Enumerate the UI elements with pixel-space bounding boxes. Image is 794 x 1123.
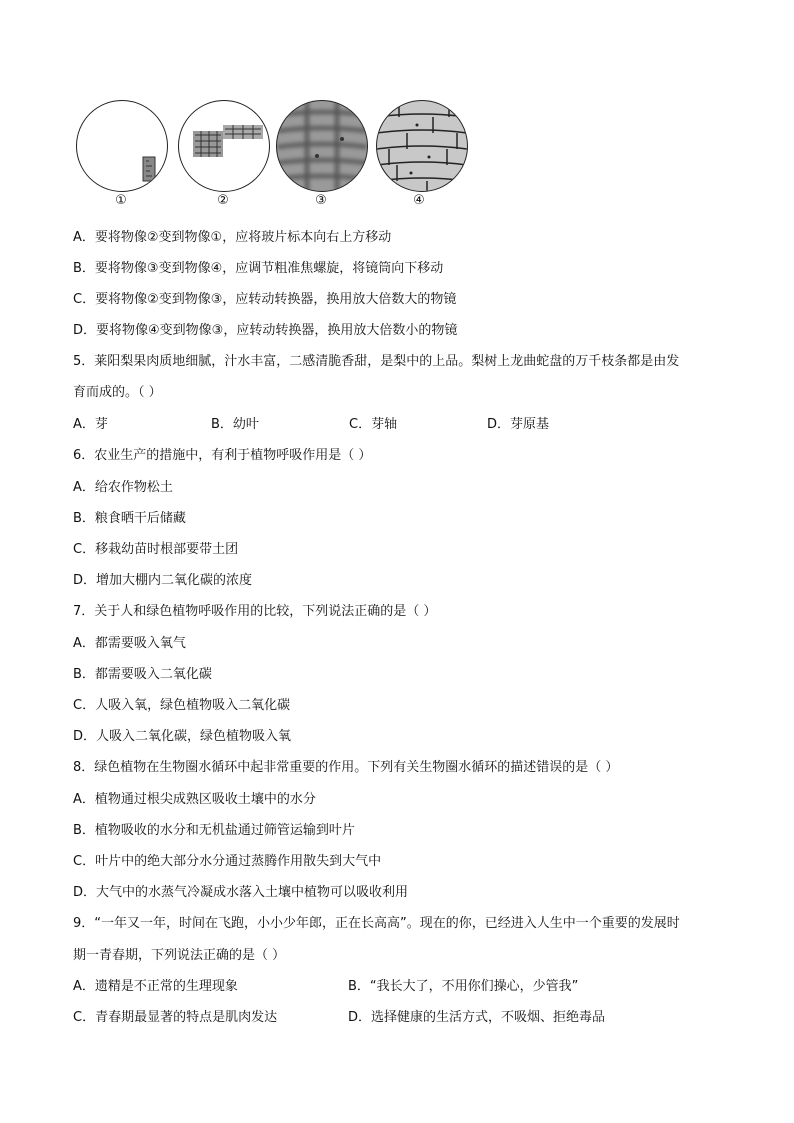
figure-label-1: ① (115, 193, 127, 208)
q9-option-c: C．青春期最显著的特点是肌肉发达 (73, 1010, 278, 1025)
q6-option-b: B．粮食晒干后储藏 (73, 511, 186, 526)
q5-option-c: C．芽轴 (349, 417, 398, 432)
microscope-figure (74, 100, 474, 210)
blurry-cells-image (277, 101, 367, 191)
q8-option-d: D．大气中的水蒸气冷凝成水落入土壤中植物可以吸收利用 (73, 885, 409, 900)
q4-option-a: A．要将物像②变到物像①，应将玻片标本向右上方移动 (73, 230, 392, 245)
q9-stem-line1: 9．“一年又一年，时间在飞跑，小小少年郎，正在长高高”。现在的你，已经进入人生中一个重要的发展时 (73, 916, 680, 931)
q8-option-a: A．植物通过根尖成熟区吸收土壤中的水分 (73, 792, 316, 807)
q6-option-c: C．移栽幼苗时根部要带土团 (73, 542, 239, 557)
field-of-view-2 (178, 100, 270, 192)
q6-stem: 6．农业生产的措施中，有利于植物呼吸作用是（ ） (73, 448, 372, 463)
cell-fragment-image (77, 101, 167, 191)
figure-label-3: ③ (315, 193, 327, 208)
cell-fragment-image (179, 101, 269, 191)
field-of-view-1 (76, 100, 168, 192)
q8-option-b: B．植物吸收的水分和无机盐通过筛管运输到叶片 (73, 823, 355, 838)
q6-option-d: D．增加大棚内二氧化碳的浓度 (73, 573, 253, 588)
q5-option-d: D．芽原基 (487, 417, 550, 432)
q9-option-b: B．“我长大了，不用你们操心，少管我” (348, 979, 579, 994)
q9-option-a: A．遗精是不正常的生理现象 (73, 979, 238, 994)
q5-stem-line1: 5．莱阳梨果肉质地细腻，汁水丰富，二感清脆香甜，是梨中的上品。梨树上龙曲蛇盘的万千枝条都是由发 (73, 354, 680, 369)
q9-option-d: D．选择健康的生活方式，不吸烟、拒绝毒品 (348, 1010, 606, 1025)
q4-option-b: B．要将物像③变到物像④，应调节粗准焦螺旋，将镜筒向下移动 (73, 261, 444, 276)
q8-option-c: C．叶片中的绝大部分水分通过蒸腾作用散失到大气中 (73, 854, 382, 869)
q4-option-d: D．要将物像④变到物像③，应转动转换器，换用放大倍数小的物镜 (73, 323, 458, 338)
q5-option-b: B．幼叶 (211, 417, 259, 432)
q7-option-d: D．人吸入二氧化碳，绿色植物吸入氧 (73, 729, 292, 744)
field-of-view-3 (276, 100, 368, 192)
q4-option-c: C．要将物像②变到物像③，应转动转换器，换用放大倍数大的物镜 (73, 292, 457, 307)
q5-stem-line2: 育而成的。（ ） (73, 385, 162, 400)
figure-label-4: ④ (413, 193, 425, 208)
q7-option-b: B．都需要吸入二氧化碳 (73, 667, 212, 682)
q5-option-a: A．芽 (73, 417, 108, 432)
q8-stem: 8．绿色植物在生物圈水循环中起非常重要的作用。下列有关生物圈水循环的描述错误的是（ ） (73, 760, 619, 775)
clear-cells-image (377, 101, 467, 191)
q6-option-a: A．给农作物松土 (73, 480, 173, 495)
q9-stem-line2: 期一青春期，下列说法正确的是（ ） (73, 948, 286, 963)
figure-label-2: ② (217, 193, 229, 208)
q7-option-c: C．人吸入氧，绿色植物吸入二氧化碳 (73, 698, 291, 713)
field-of-view-4 (376, 100, 468, 192)
q7-stem: 7．关于人和绿色植物呼吸作用的比较，下列说法正确的是（ ） (73, 604, 437, 619)
q7-option-a: A．都需要吸入氧气 (73, 636, 186, 651)
